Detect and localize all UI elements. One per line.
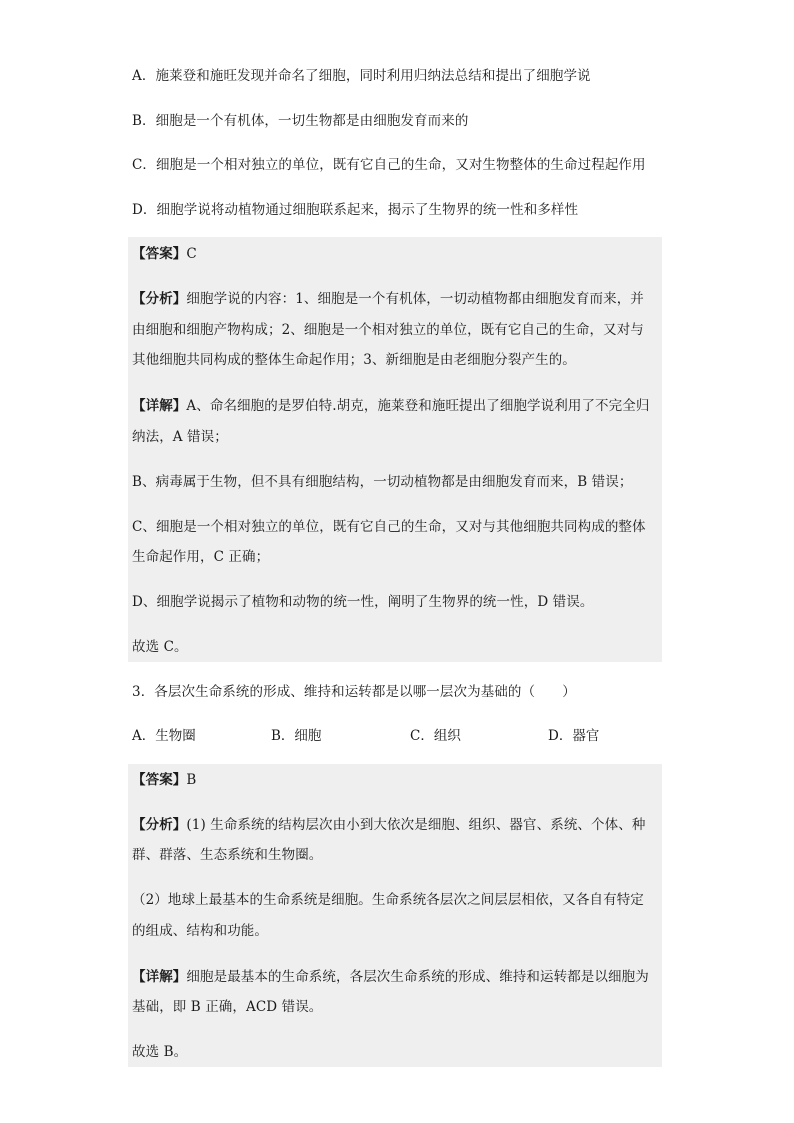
q2-option-c: C．细胞是一个相对独立的单位，既有它自己的生命，又对生物整体的生命过程起作用 — [132, 157, 646, 173]
q2-option-d: D．细胞学说将动植物通过细胞联系起来，揭示了生物界的统一性和多样性 — [132, 202, 579, 218]
q2-answer-value: C — [186, 246, 197, 262]
q3-analysis-tag: 【分析】 — [132, 817, 187, 833]
q3-analysis-line-3: （2）地球上最基本的生命系统是细胞。生命系统各层次之间层层相依，又各自有特定 — [132, 892, 644, 908]
q2-detail-line-3: B、病毒属于生物，但不具有细胞结构，一切动植物都是由细胞发育而来，B 错误； — [132, 474, 633, 490]
q3-detail-text-1: 细胞是最基本的生命系统，各层次生命系统的形成、维持和运转都是以细胞为 — [186, 969, 649, 985]
q2-answer — [132, 244, 197, 264]
q2-detail-text-1: A、命名细胞的是罗伯特.胡克，施莱登和施旺提出了细胞学说利用了不完全归 — [186, 398, 650, 414]
q2-analysis-line-2: 由细胞和细胞产物构成；2、细胞是一个相对独立的单位，既有它自己的生命，又对与 — [132, 322, 644, 338]
q3-option-c: C．组织 — [410, 728, 461, 744]
q3-solution-block — [128, 764, 662, 1067]
q3-analysis-text-1: (1) 生命系统的结构层次由小到大依次是细胞、组织、器官、系统、个体、种 — [186, 817, 646, 833]
q2-option-a: A．施莱登和施旺发现并命名了细胞，同时利用归纳法总结和提出了细胞学说 — [132, 68, 591, 84]
q3-answer-value: B — [186, 772, 197, 788]
q3-answer-tag: 【答案】 — [132, 772, 187, 788]
q2-detail-tag: 【详解】 — [132, 398, 187, 414]
q3-stem: 3．各层次生命系统的形成、维持和运转都是以哪一层次为基础的（ ） — [132, 684, 576, 700]
q3-analysis-line-1 — [132, 815, 645, 835]
q3-option-a: A．生物圈 — [132, 728, 196, 744]
q3-detail-tag: 【详解】 — [132, 969, 187, 985]
q2-detail-line-5: 生命起作用，C 正确； — [132, 549, 270, 565]
q2-analysis-tag: 【分析】 — [132, 291, 187, 307]
q3-conclusion: 故选 B。 — [132, 1044, 188, 1060]
q2-detail-line-6: D、细胞学说揭示了植物和动物的统一性，阐明了生物界的统一性，D 错误。 — [132, 594, 594, 610]
q2-conclusion: 故选 C。 — [132, 639, 188, 655]
q3-detail-line-2: 基础，即 B 正确，ACD 错误。 — [132, 999, 323, 1015]
q3-answer — [132, 770, 196, 790]
q3-option-d: D．器官 — [548, 728, 600, 744]
q2-analysis-line-1 — [132, 289, 644, 309]
q2-analysis-text-1: 细胞学说的内容：1、细胞是一个有机体，一切动植物都由细胞发育而来，并 — [186, 291, 644, 307]
q3-analysis-line-4: 的组成、结构和功能。 — [132, 923, 268, 939]
q2-answer-tag: 【答案】 — [132, 246, 187, 262]
q2-detail-line-4: C、细胞是一个相对独立的单位，既有它自己的生命，又对与其他细胞共同构成的整体 — [132, 519, 646, 535]
q3-option-b: B．细胞 — [271, 728, 322, 744]
q2-detail-line-2: 纳法，A 错误； — [132, 429, 228, 445]
q3-detail-line-1 — [132, 967, 649, 987]
q3-analysis-line-2: 群、群落、生态系统和生物圈。 — [132, 847, 323, 863]
q2-detail-line-1 — [132, 396, 649, 416]
q2-analysis-line-3: 其他细胞共同构成的整体生命起作用；3、新细胞是由老细胞分裂产生的。 — [132, 352, 576, 368]
q2-option-b: B．细胞是一个有机体，一切生物都是由细胞发育而来的 — [132, 113, 469, 129]
